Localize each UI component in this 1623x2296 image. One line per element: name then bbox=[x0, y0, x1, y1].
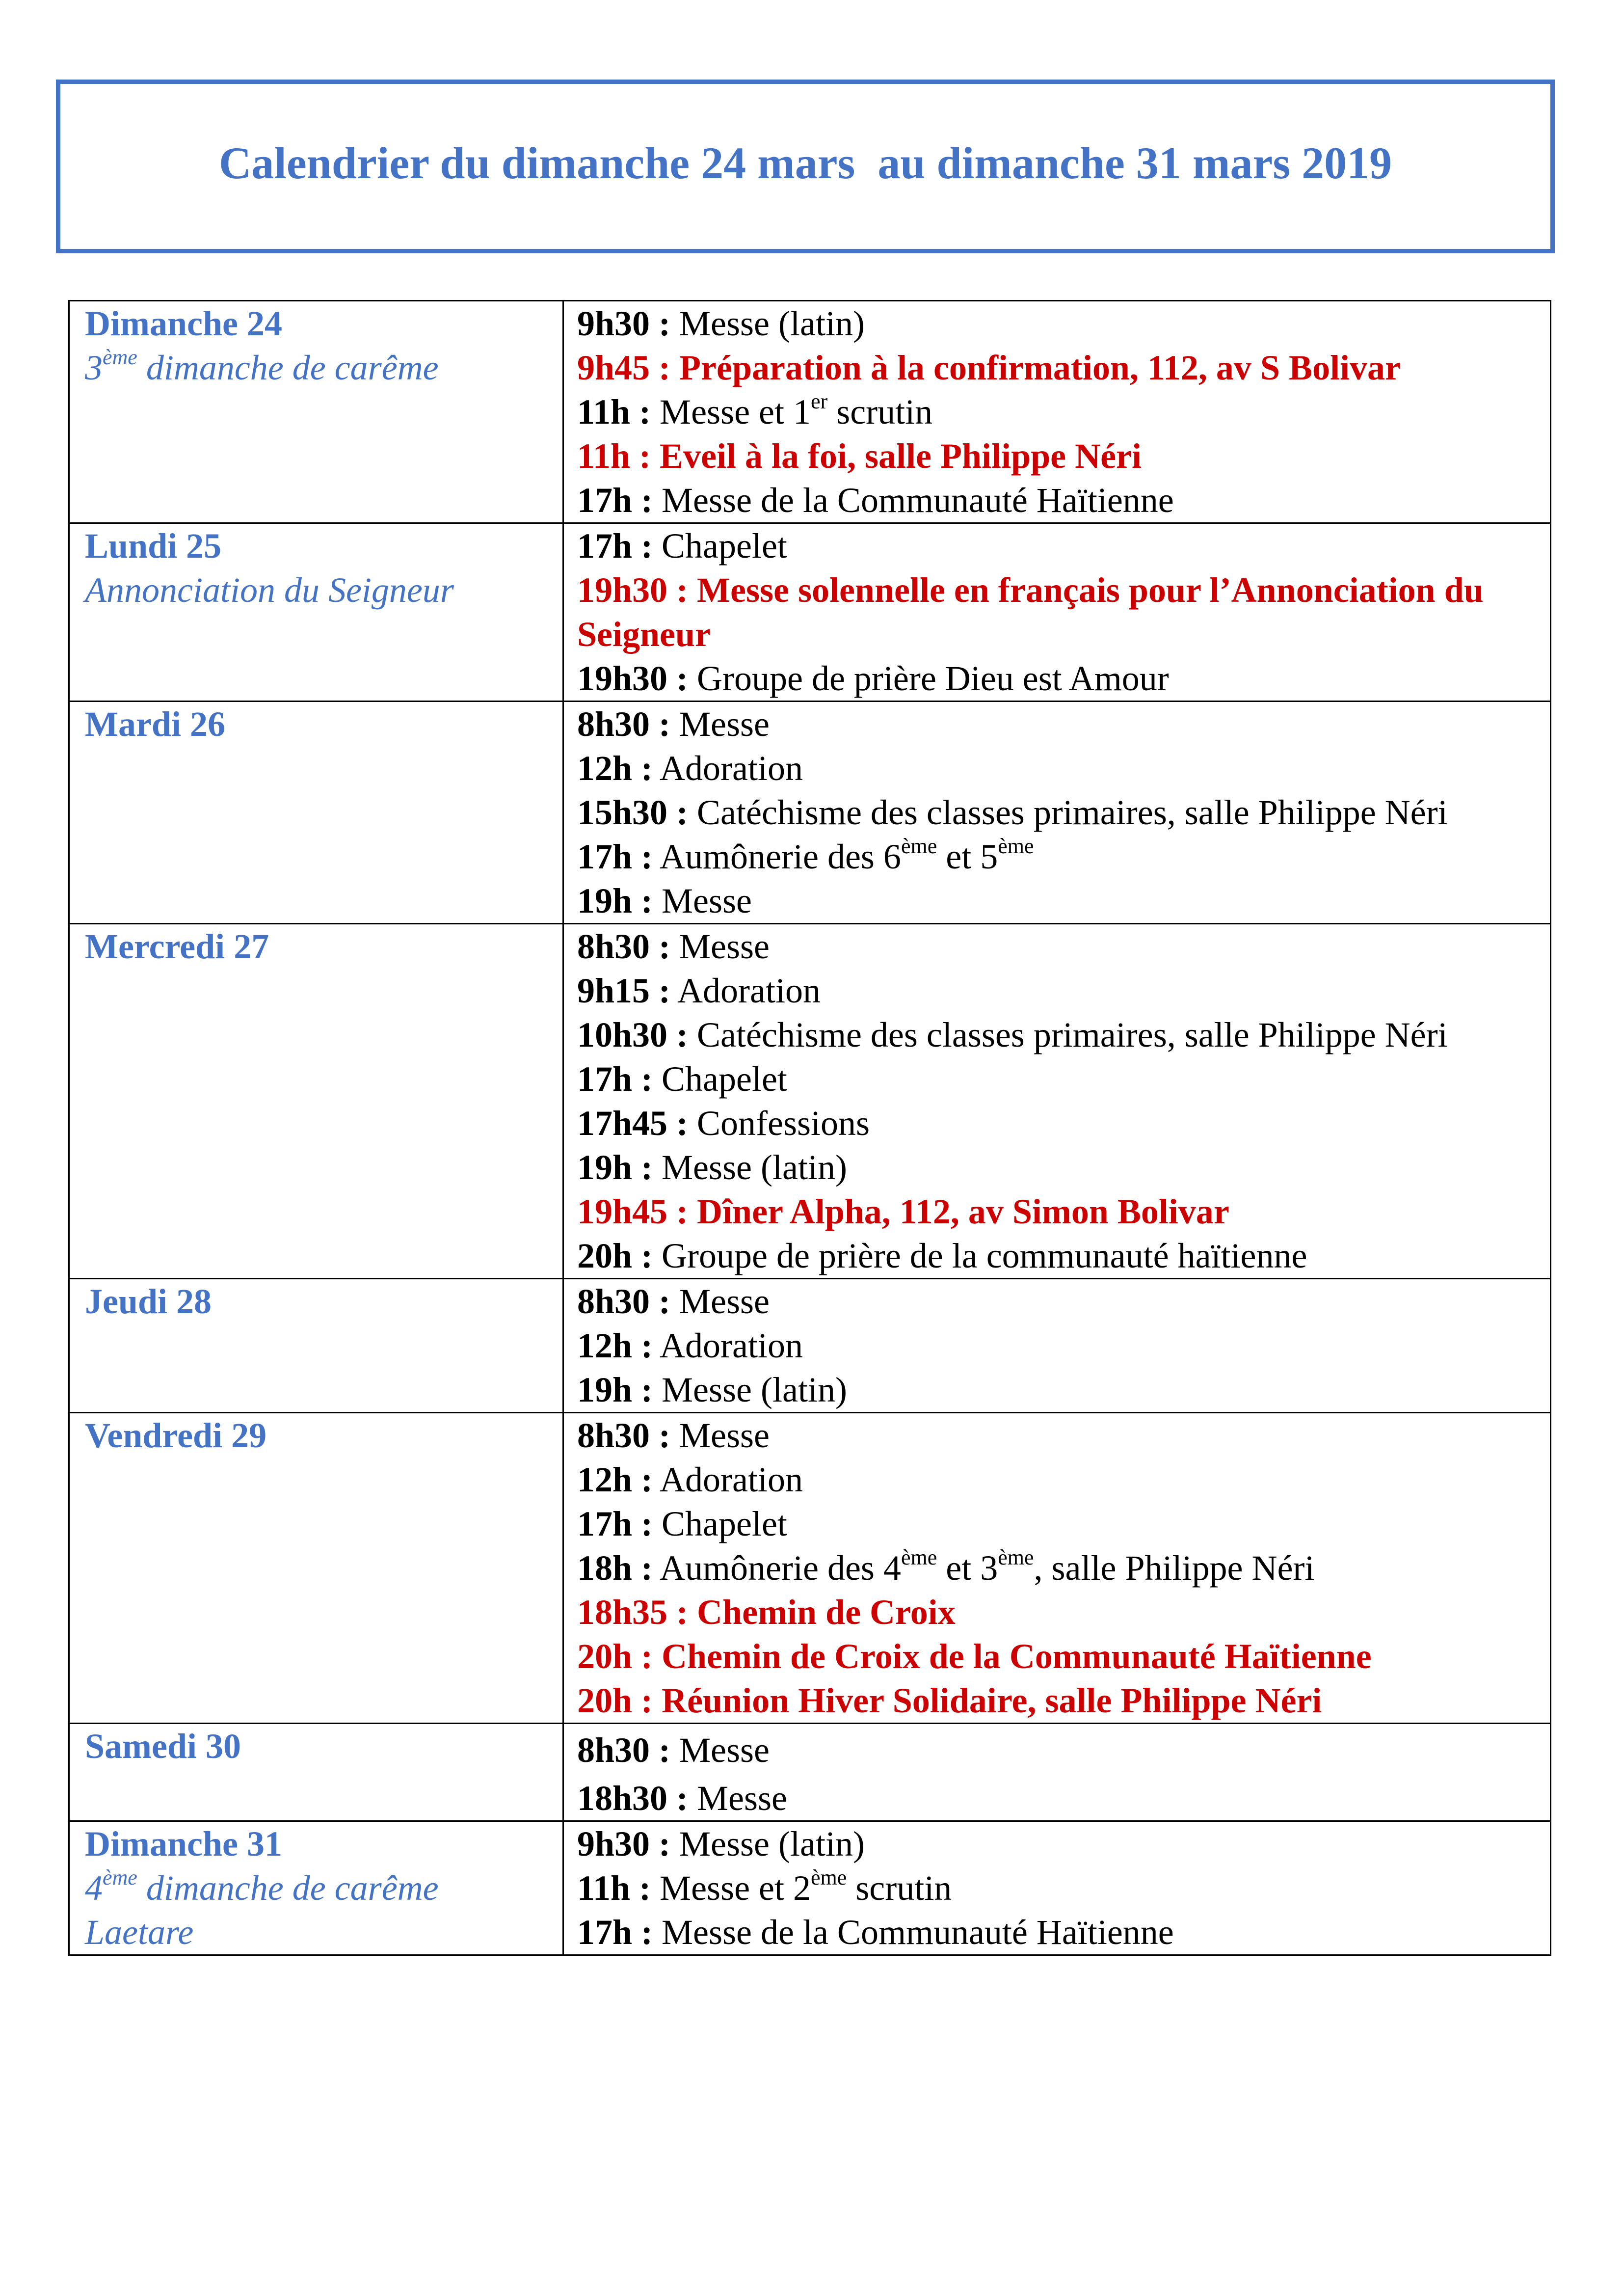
event-text: Messe bbox=[670, 1282, 770, 1321]
day-row bbox=[69, 1279, 1551, 1413]
event-time: 10h30 : bbox=[577, 1015, 689, 1054]
superscript: ème bbox=[901, 834, 937, 858]
day-row bbox=[69, 523, 1551, 702]
event-line bbox=[577, 478, 1550, 522]
day-cell bbox=[69, 301, 563, 523]
event-time: 8h30 : bbox=[577, 1416, 671, 1455]
day-name: Dimanche 24 bbox=[85, 304, 282, 343]
day-name: Lundi 25 bbox=[85, 526, 222, 566]
event-text: Messe de la Communauté Haïtienne bbox=[653, 1913, 1174, 1952]
event-text: Adoration bbox=[653, 749, 803, 788]
event-time: 17h45 : bbox=[577, 1104, 689, 1143]
day-row bbox=[69, 1413, 1551, 1724]
superscript: ème bbox=[103, 1865, 137, 1890]
event-line bbox=[577, 1546, 1550, 1590]
event-time: 9h30 : bbox=[577, 304, 671, 343]
day-cell bbox=[69, 1413, 563, 1724]
event-time: 18h : bbox=[577, 1548, 653, 1588]
events-cell bbox=[563, 1724, 1551, 1821]
event-text: Messe et 1 bbox=[651, 392, 811, 432]
event-text: Messe bbox=[670, 704, 770, 744]
event-line bbox=[577, 390, 1550, 434]
event-line bbox=[577, 1234, 1550, 1278]
event-text: Adoration bbox=[653, 1326, 803, 1365]
day-name: Vendredi 29 bbox=[85, 1416, 267, 1455]
day-row bbox=[69, 1724, 1551, 1821]
event-text: Eveil à la foi, salle Philippe Néri bbox=[651, 436, 1142, 476]
event-text: scrutin bbox=[827, 392, 933, 432]
event-line bbox=[577, 1101, 1550, 1145]
event-time: 11h : bbox=[577, 1868, 651, 1908]
event-time: 17h : bbox=[577, 526, 653, 566]
event-line bbox=[577, 1822, 1550, 1866]
day-name: Jeudi 28 bbox=[85, 1282, 212, 1321]
event-time: 12h : bbox=[577, 1326, 653, 1365]
events-cell bbox=[563, 1821, 1551, 1955]
event-line bbox=[577, 1910, 1550, 1954]
event-time: 11h : bbox=[577, 392, 651, 432]
superscript: ème bbox=[998, 834, 1034, 858]
event-text: Préparation à la confirmation, 112, av S Bolivar bbox=[670, 348, 1401, 387]
event-text: Aumônerie des 4 bbox=[653, 1548, 901, 1588]
day-cell bbox=[69, 924, 563, 1279]
event-text: Messe (latin) bbox=[670, 304, 865, 343]
event-time: 20h : bbox=[577, 1681, 653, 1720]
superscript: ème bbox=[810, 1865, 847, 1890]
event-line bbox=[577, 835, 1550, 879]
day-cell bbox=[69, 1279, 563, 1413]
event-time: 8h30 : bbox=[577, 1282, 671, 1321]
event-text: Confessions bbox=[688, 1104, 870, 1143]
events-cell bbox=[563, 523, 1551, 702]
event-time: 9h45 : bbox=[577, 348, 671, 387]
event-text: Adoration bbox=[653, 1460, 803, 1499]
event-line bbox=[577, 568, 1550, 656]
event-time: 17h : bbox=[577, 1504, 653, 1543]
superscript: ème bbox=[901, 1545, 937, 1569]
event-text: Aumônerie des 6 bbox=[653, 837, 901, 876]
event-line bbox=[577, 1013, 1550, 1057]
event-time: 17h : bbox=[577, 1913, 653, 1952]
event-line bbox=[577, 1145, 1550, 1189]
event-text: , salle Philippe Néri bbox=[1034, 1548, 1315, 1588]
event-time: 12h : bbox=[577, 749, 653, 788]
superscript: er bbox=[810, 389, 828, 413]
day-name: Mardi 26 bbox=[85, 704, 225, 744]
event-text: Messe bbox=[688, 1779, 788, 1818]
event-text: Messe bbox=[670, 927, 770, 966]
day-subtitle: 4ème dimanche de carême bbox=[85, 1865, 439, 1908]
day-row bbox=[69, 924, 1551, 1279]
day-subtitle: Laetare bbox=[85, 1913, 194, 1952]
events-cell bbox=[563, 702, 1551, 924]
event-line bbox=[577, 1189, 1550, 1234]
event-text: Messe bbox=[670, 1416, 770, 1455]
event-text: Chapelet bbox=[653, 1059, 787, 1099]
event-text: et 3 bbox=[937, 1548, 998, 1588]
event-time: 8h30 : bbox=[577, 927, 671, 966]
event-text: Chapelet bbox=[653, 526, 787, 566]
superscript: ème bbox=[103, 345, 137, 369]
event-text: Messe de la Communauté Haïtienne bbox=[653, 481, 1174, 520]
event-time: 19h30 : bbox=[577, 659, 689, 698]
event-line bbox=[577, 702, 1550, 746]
event-text: Chemin de Croix de la Communauté Haïtienne bbox=[653, 1637, 1372, 1676]
event-line bbox=[577, 746, 1550, 790]
event-line bbox=[577, 969, 1550, 1013]
day-row bbox=[69, 301, 1551, 523]
event-text: Réunion Hiver Solidaire, salle Philippe Néri bbox=[653, 1681, 1322, 1720]
event-line bbox=[577, 790, 1550, 835]
day-name: Samedi 30 bbox=[85, 1727, 241, 1766]
day-subtitle: 3ème dimanche de carême bbox=[85, 345, 439, 387]
event-text: Catéchisme des classes primaires, salle Philippe Néri bbox=[688, 793, 1448, 832]
events-cell bbox=[563, 1279, 1551, 1413]
event-time: 11h : bbox=[577, 436, 651, 476]
event-text: scrutin bbox=[847, 1868, 952, 1908]
event-text: Adoration bbox=[670, 971, 821, 1010]
event-line bbox=[577, 1678, 1550, 1723]
event-time: 15h30 : bbox=[577, 793, 689, 832]
event-time: 17h : bbox=[577, 837, 653, 876]
event-time: 19h : bbox=[577, 881, 653, 920]
events-cell bbox=[563, 1413, 1551, 1724]
event-time: 19h30 : bbox=[577, 570, 689, 610]
event-text: Chapelet bbox=[653, 1504, 787, 1543]
event-text: Messe solennelle en français pour l’Annonciation du Seigneur bbox=[577, 570, 1484, 654]
event-line bbox=[577, 879, 1550, 923]
event-time: 17h : bbox=[577, 481, 653, 520]
event-text: Groupe de prière Dieu est Amour bbox=[688, 659, 1169, 698]
event-text: Messe (latin) bbox=[670, 1824, 865, 1864]
event-text: Messe bbox=[670, 1730, 770, 1770]
event-line bbox=[577, 346, 1550, 390]
event-time: 19h : bbox=[577, 1148, 653, 1187]
event-time: 18h35 : bbox=[577, 1593, 689, 1632]
event-line bbox=[577, 1724, 1550, 1776]
day-cell bbox=[69, 523, 563, 702]
event-line bbox=[577, 524, 1550, 568]
event-text: Groupe de prière de la communauté haïtienne bbox=[653, 1236, 1307, 1275]
event-line bbox=[577, 1458, 1550, 1502]
events-cell bbox=[563, 301, 1551, 523]
superscript: ème bbox=[998, 1545, 1034, 1569]
day-row bbox=[69, 702, 1551, 924]
event-line bbox=[577, 1057, 1550, 1101]
event-text: Chemin de Croix bbox=[688, 1593, 956, 1632]
event-line bbox=[577, 1368, 1550, 1412]
event-line bbox=[577, 301, 1550, 346]
event-line bbox=[577, 924, 1550, 969]
event-time: 8h30 : bbox=[577, 1730, 671, 1770]
event-line bbox=[577, 1776, 1550, 1820]
event-line bbox=[577, 1590, 1550, 1634]
event-time: 18h30 : bbox=[577, 1779, 689, 1818]
event-line bbox=[577, 434, 1550, 478]
event-line bbox=[577, 656, 1550, 701]
day-cell bbox=[69, 702, 563, 924]
event-time: 9h30 : bbox=[577, 1824, 671, 1864]
event-time: 8h30 : bbox=[577, 704, 671, 744]
events-cell bbox=[563, 924, 1551, 1279]
day-subtitle: Annonciation du Seigneur bbox=[85, 570, 454, 610]
schedule-table bbox=[68, 300, 1551, 1956]
event-time: 19h : bbox=[577, 1370, 653, 1409]
event-time: 20h : bbox=[577, 1637, 653, 1676]
event-line bbox=[577, 1279, 1550, 1324]
day-cell bbox=[69, 1724, 563, 1821]
event-text: Messe bbox=[653, 881, 752, 920]
event-time: 20h : bbox=[577, 1236, 653, 1275]
day-name: Dimanche 31 bbox=[85, 1824, 282, 1864]
event-time: 9h15 : bbox=[577, 971, 671, 1010]
event-line bbox=[577, 1866, 1550, 1910]
page-title: Calendrier du dimanche 24 mars au dimanche 31 mars 2019 bbox=[218, 138, 1392, 188]
event-text: et 5 bbox=[937, 837, 998, 876]
day-cell bbox=[69, 1821, 563, 1955]
day-name: Mercredi 27 bbox=[85, 927, 269, 966]
event-text: Messe (latin) bbox=[653, 1370, 847, 1409]
event-time: 12h : bbox=[577, 1460, 653, 1499]
event-time: 17h : bbox=[577, 1059, 653, 1099]
event-text: Catéchisme des classes primaires, salle Philippe Néri bbox=[688, 1015, 1448, 1054]
event-text: Messe (latin) bbox=[653, 1148, 847, 1187]
title-box bbox=[56, 80, 1555, 253]
event-line bbox=[577, 1413, 1550, 1458]
event-line bbox=[577, 1324, 1550, 1368]
day-row bbox=[69, 1821, 1551, 1955]
event-line bbox=[577, 1502, 1550, 1546]
event-text: Messe et 2 bbox=[651, 1868, 811, 1908]
event-text: Dîner Alpha, 112, av Simon Bolivar bbox=[688, 1192, 1229, 1231]
event-line bbox=[577, 1634, 1550, 1678]
event-time: 19h45 : bbox=[577, 1192, 689, 1231]
